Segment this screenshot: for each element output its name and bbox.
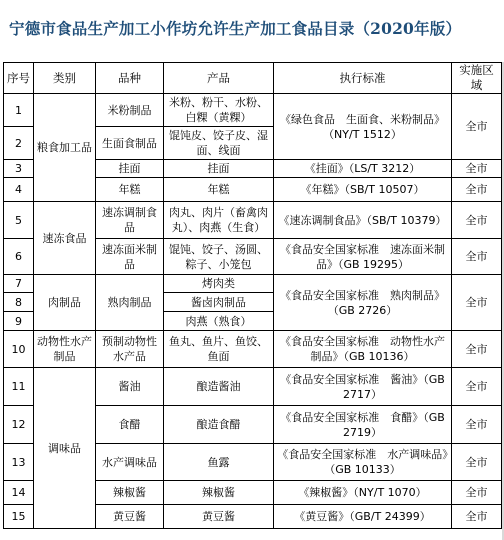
variety-cell: 辣椒酱 (96, 481, 164, 505)
row-no: 11 (4, 368, 34, 406)
header-category: 类别 (34, 63, 96, 94)
variety-cell: 预制动物性水产品 (96, 331, 164, 368)
category-cell: 肉制品 (34, 275, 96, 331)
header-no: 序号 (4, 63, 34, 94)
product-cell: 馄饨皮、饺子皮、湿面、线面 (164, 127, 274, 160)
variety-cell: 水产调味品 (96, 444, 164, 481)
product-cell: 米粉、粉干、水粉、白粿（黄粿） (164, 94, 274, 127)
standard-cell: 《速冻调制食品》（SB/T 10379） (274, 202, 452, 239)
product-cell: 酿造酱油 (164, 368, 274, 406)
row-no: 2 (4, 127, 34, 160)
standard-cell: 《食品安全国家标准 动物性水产制品》（GB 10136） (274, 331, 452, 368)
variety-cell: 速冻面米制品 (96, 239, 164, 275)
product-cell: 鱼露 (164, 444, 274, 481)
table-header-row (4, 63, 502, 94)
region-cell: 全市 (452, 406, 502, 444)
category-cell: 调味品 (34, 368, 96, 529)
row-no: 1 (4, 94, 34, 127)
standard-cell: 《黄豆酱》（GB/T 24399） (274, 505, 452, 529)
product-cell: 肉丸、肉片（畜禽肉丸）、肉燕（生食） (164, 202, 274, 239)
product-cell: 黄豆酱 (164, 505, 274, 529)
standard-cell: 《食品安全国家标准 食醋》（GB 2719） (274, 406, 452, 444)
category-cell: 粮食加工品 (34, 94, 96, 202)
standard-cell: 《年糕》（SB/T 10507） (274, 178, 452, 202)
region-cell: 全市 (452, 275, 502, 331)
row-no: 4 (4, 178, 34, 202)
region-cell: 全市 (452, 505, 502, 529)
category-cell: 速冻食品 (34, 202, 96, 275)
header-region: 实施区域 (452, 63, 502, 94)
row-no: 13 (4, 444, 34, 481)
product-cell: 酱卤肉制品 (164, 293, 274, 312)
food-catalog-table (3, 62, 502, 529)
region-cell: 全市 (452, 368, 502, 406)
standard-cell: 《食品安全国家标准 水产调味品》（GB 10133） (274, 444, 452, 481)
standard-cell: 《食品安全国家标准 速冻面米制品》（GB 19295） (274, 239, 452, 275)
region-cell: 全市 (452, 444, 502, 481)
standard-cell: 《辣椒酱》（NY/T 1070） (274, 481, 452, 505)
variety-cell: 米粉制品 (96, 94, 164, 127)
variety-cell: 黄豆酱 (96, 505, 164, 529)
table-row (4, 275, 502, 293)
region-cell: 全市 (452, 94, 502, 160)
variety-cell: 酱油 (96, 368, 164, 406)
row-no: 12 (4, 406, 34, 444)
region-cell: 全市 (452, 481, 502, 505)
variety-cell: 食醋 (96, 406, 164, 444)
product-cell: 烤肉类 (164, 275, 274, 293)
variety-cell: 挂面 (96, 160, 164, 178)
region-cell: 全市 (452, 160, 502, 178)
row-no: 9 (4, 312, 34, 331)
product-cell: 年糕 (164, 178, 274, 202)
row-no: 6 (4, 239, 34, 275)
row-no: 5 (4, 202, 34, 239)
table-row (4, 368, 502, 406)
header-standard: 执行标准 (274, 63, 452, 94)
standard-cell: 《食品安全国家标准 酱油》（GB 2717） (274, 368, 452, 406)
table-row (4, 331, 502, 368)
standard-cell: 《食品安全国家标准 熟肉制品》（GB 2726） (274, 275, 452, 331)
row-no: 8 (4, 293, 34, 312)
standard-cell: 《绿色食品 生面食、米粉制品》（NY/T 1512） (274, 94, 452, 160)
row-no: 3 (4, 160, 34, 178)
category-cell: 动物性水产制品 (34, 331, 96, 368)
header-variety: 品种 (96, 63, 164, 94)
page-title: 宁德市食品生产加工小作坊允许生产加工食品目录（2020年版） (9, 19, 462, 38)
product-cell: 酿造食醋 (164, 406, 274, 444)
variety-cell: 生面食制品 (96, 127, 164, 160)
variety-cell: 熟肉制品 (96, 275, 164, 331)
row-no: 7 (4, 275, 34, 293)
table-row (4, 202, 502, 239)
region-cell: 全市 (452, 331, 502, 368)
variety-cell: 年糕 (96, 178, 164, 202)
region-cell: 全市 (452, 178, 502, 202)
row-no: 10 (4, 331, 34, 368)
row-no: 15 (4, 505, 34, 529)
region-cell: 全市 (452, 239, 502, 275)
product-cell: 馄饨、饺子、汤圆、粽子、小笼包 (164, 239, 274, 275)
header-product: 产品 (164, 63, 274, 94)
row-no: 14 (4, 481, 34, 505)
product-cell: 辣椒酱 (164, 481, 274, 505)
product-cell: 鱼丸、鱼片、鱼饺、鱼面 (164, 331, 274, 368)
variety-cell: 速冻调制食品 (96, 202, 164, 239)
table-row (4, 94, 502, 127)
region-cell: 全市 (452, 202, 502, 239)
standard-cell: 《挂面》（LS/T 3212） (274, 160, 452, 178)
product-cell: 挂面 (164, 160, 274, 178)
product-cell: 肉燕（熟食） (164, 312, 274, 331)
